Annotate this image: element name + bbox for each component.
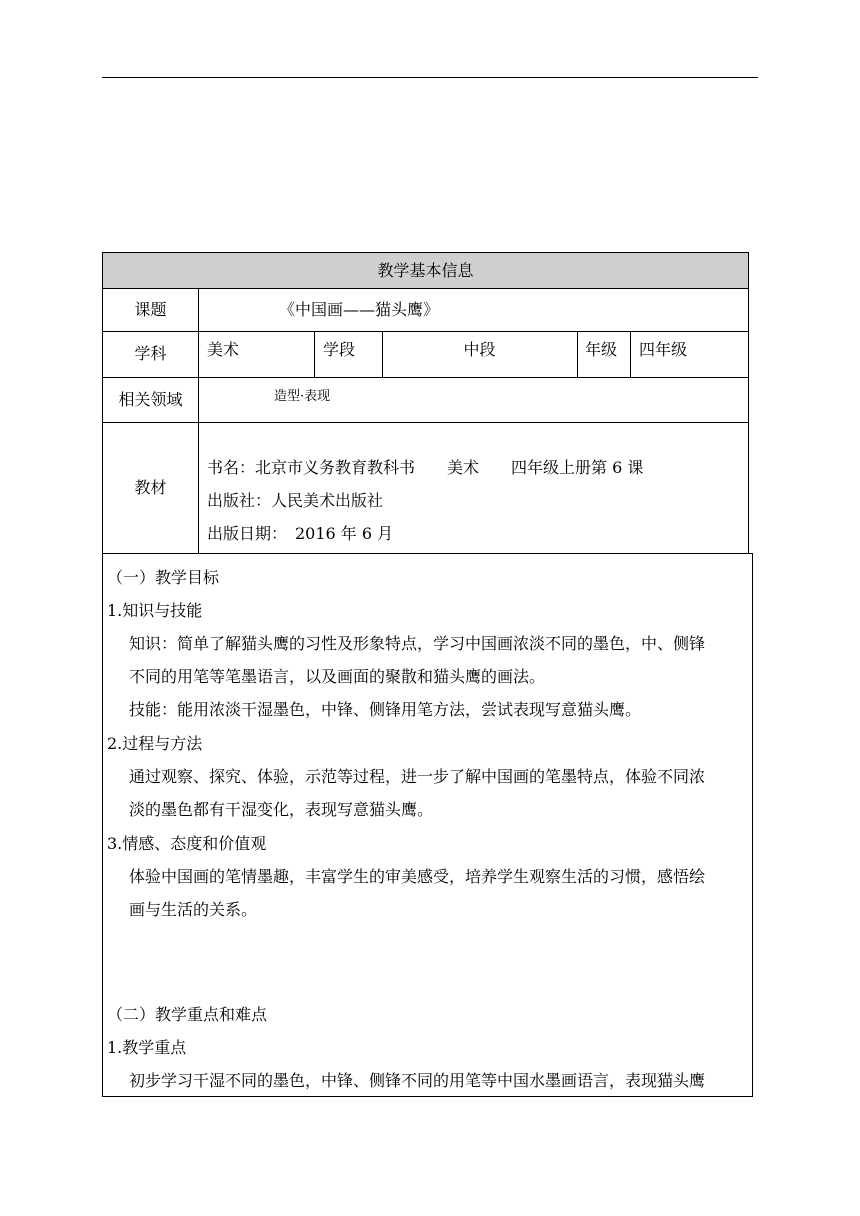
- header-rule: [102, 77, 758, 78]
- objectives-box: [102, 553, 753, 1097]
- section-2-line-2: 淡的墨色都有干湿变化，表现写意猫头鹰。: [129, 800, 434, 819]
- lesson-value: 《中国画——猫头鹰》: [279, 300, 440, 319]
- subject-label: 学科: [134, 344, 167, 363]
- lesson-label: 课题: [134, 300, 167, 319]
- section-1-line-3: 技能：能用浓淡干湿墨色，中锋、侧锋用笔方法，尝试表现写意猫头鹰。: [129, 700, 642, 719]
- section-1-line-2: 不同的用笔等笔墨语言，以及画面的聚散和猫头鹰的画法。: [129, 667, 546, 686]
- textbook-label: 教材: [134, 478, 167, 497]
- textbook-line-3: 出版日期： 2016 年 6 月: [207, 524, 394, 543]
- objectives-heading: （一）教学目标: [107, 568, 220, 587]
- table-title-row: [103, 253, 748, 288]
- section-2-title: 2.过程与方法: [107, 734, 203, 753]
- section-3-title: 3.情感、态度和价值观: [107, 834, 267, 853]
- domain-label: 相关领域: [118, 390, 183, 409]
- textbook-line-1: 书名：北京市义务教育教科书 美术 四年级上册第 6 课: [207, 458, 644, 477]
- section-label: 学段: [323, 340, 356, 359]
- grade-value: 四年级: [639, 340, 688, 359]
- key-points-heading: （二）教学重点和难点: [107, 1005, 268, 1024]
- section-3-line-1: 体验中国画的笔情墨趣，丰富学生的审美感受，培养学生观察生活的习惯，感悟绘: [129, 867, 706, 886]
- section-3-line-2: 画与生活的关系。: [129, 900, 258, 919]
- section-2-line-1: 通过观察、探究、体验，示范等过程，进一步了解中国画的笔墨特点，体验不同浓: [129, 767, 706, 786]
- subject-value: 美术: [207, 340, 240, 359]
- key-points-1-title: 1.教学重点: [107, 1038, 187, 1057]
- section-1-title: 1.知识与技能: [107, 601, 203, 620]
- basic-info-table: [102, 252, 749, 554]
- textbook-line-2: 出版社：人民美术出版社: [207, 491, 384, 510]
- table-title: 教学基本信息: [377, 261, 474, 280]
- domain-value: 造型·表现: [274, 389, 331, 404]
- section-value: 中段: [463, 340, 496, 359]
- section-1-line-1: 知识：简单了解猫头鹰的习性及形象特点，学习中国画浓淡不同的墨色，中、侧锋: [129, 634, 706, 653]
- grade-label: 年级: [585, 340, 618, 359]
- key-points-1-line-1: 初步学习干湿不同的墨色，中锋、侧锋不同的用笔等中国水墨画语言，表现猫头鹰: [129, 1071, 706, 1090]
